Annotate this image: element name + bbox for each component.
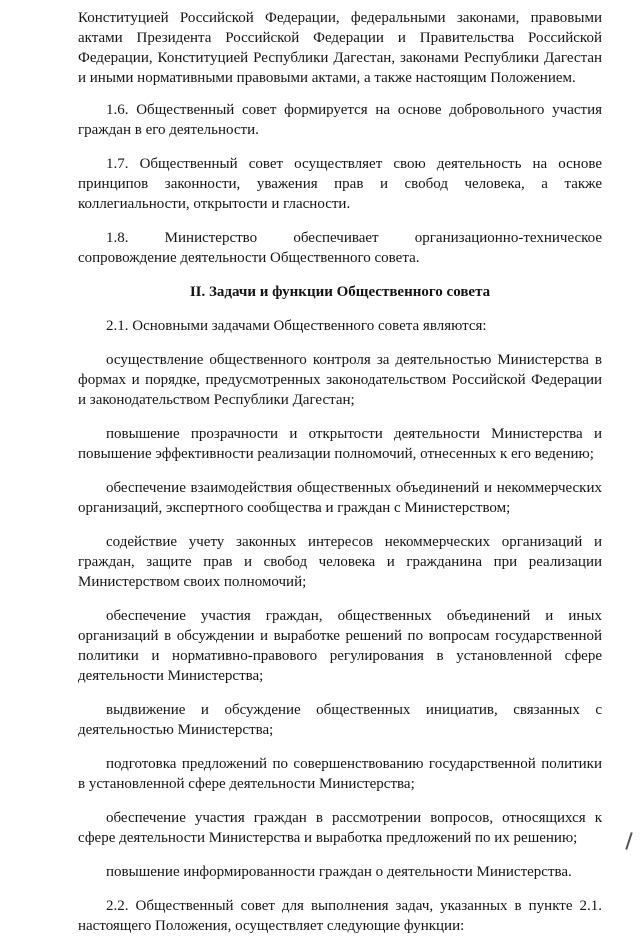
paragraph-2-2: 2.2. Общественный совет для выполнения задач, указанных в пункте 2.1. настоящего Положения, осуществляет следующие функции: [78,898,602,934]
task-item: повышение прозрачности и открытости деятельности Министерства и повышение эффективности реализации полномочий, отнесенных к его ведению; [78,426,602,462]
section-2-heading: II. Задачи и функции Общественного совета [189,284,491,300]
task-item: содействие учету законных интересов некоммерческих организаций и граждан, защите прав и свобод человека и гражданина при реализации Министерством своих полномочий; [78,534,602,590]
paragraph-2-1: 2.1. Основными задачами Общественного совета являются: [106,318,487,334]
intro-paragraph: Конституцией Российской Федерации, федеральными законами, правовыми актами Президента Российской Федерации и Правительства Российской Федерации, Конституцией Республики Дагестан, законами Республики Дагестан и иными нормативными правовыми актами, а также настоящим Положением. [78,10,602,86]
task-item: обеспечение участия граждан в рассмотрении вопросов, относящихся к сфере деятельности Министерства и выработка предложений по их решению; [78,810,602,846]
task-item: подготовка предложений по совершенствованию государственной политики в установленной сфере деятельности Министерства; [78,756,602,792]
task-item: обеспечение участия граждан, общественных объединений и иных организаций в обсуждении и выработке решений по вопросам государственной политики и нормативно-правового регулирования в установленной сфере деятельности Министерства; [78,608,602,684]
paragraph-1-6: 1.6. Общественный совет формируется на основе добровольного участия граждан в его деятельности. [78,102,602,138]
task-item: обеспечение взаимодействия общественных объединений и некоммерческих организаций, экспертного сообщества и граждан с Министерством; [78,480,602,516]
task-item: выдвижение и обсуждение общественных инициатив, связанных с деятельностью Министерства; [78,702,602,738]
document-page [78,8,602,950]
task-item: повышение информированности граждан о деятельности Министерства. [106,864,572,880]
scan-artifact-mark [625,832,632,850]
task-item: осуществление общественного контроля за деятельностью Министерства в формах и порядке, предусмотренных законодательством Российской Федерации и законодательством Республики Дагестан; [78,352,602,408]
paragraph-1-7: 1.7. Общественный совет осуществляет свою деятельность на основе принципов законности, уважения прав и свобод человека, а также коллегиальности, открытости и гласности. [78,156,602,212]
paragraph-1-8: 1.8. Министерство обеспечивает организационно-техническое сопровождение деятельности Общественного совета. [78,230,602,266]
